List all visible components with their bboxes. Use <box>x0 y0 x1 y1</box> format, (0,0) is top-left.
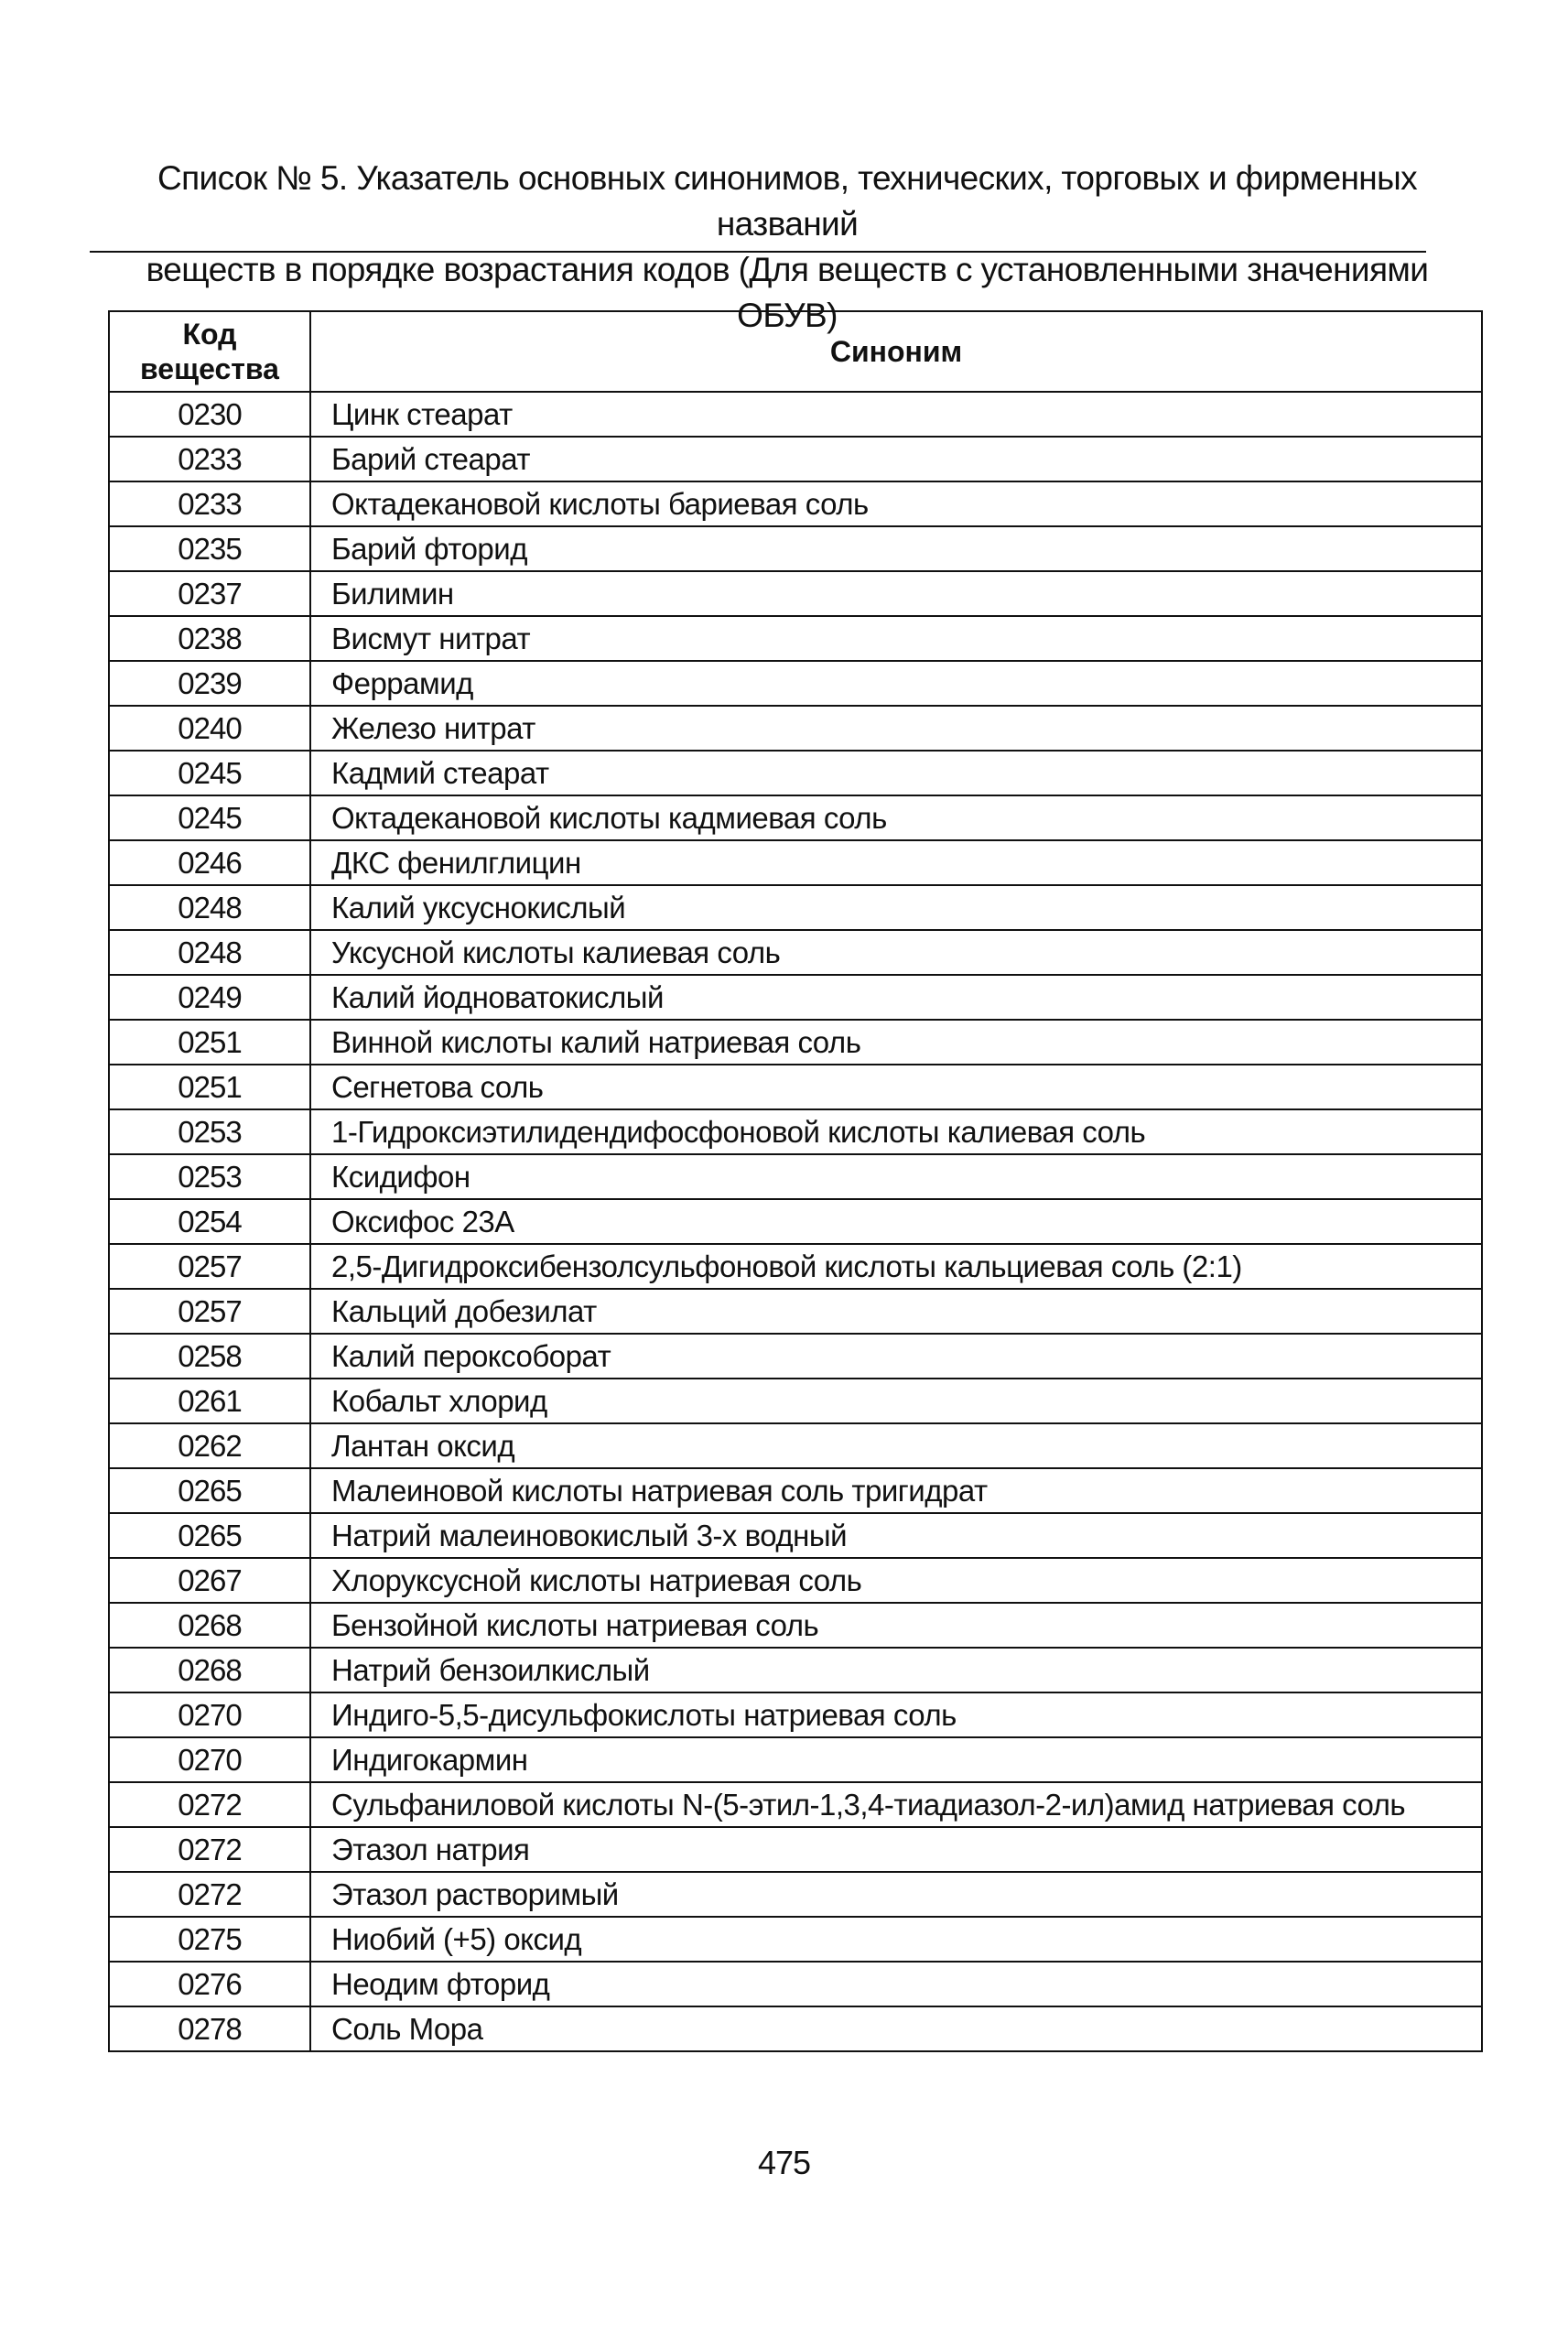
substance-code: 0270 <box>109 1692 310 1737</box>
table-row <box>109 840 1482 885</box>
heading-line-2: веществ в порядке возрастания кодов (Для веществ с установленными значениями ОБУВ) <box>146 251 1429 334</box>
synonym-name: Висмут нитрат <box>310 616 1482 661</box>
synonym-name: Кальций добезилат <box>310 1289 1482 1334</box>
substance-code: 0272 <box>109 1827 310 1872</box>
table-row <box>109 1827 1482 1872</box>
synonym-name: Натрий бензоилкислый <box>310 1648 1482 1692</box>
substance-code: 0246 <box>109 840 310 885</box>
synonym-name: Индиго-5,5-дисульфокислоты натриевая соль <box>310 1692 1482 1737</box>
synonym-name: Железо нитрат <box>310 706 1482 751</box>
synonym-name: Барий стеарат <box>310 437 1482 481</box>
table-row <box>109 1737 1482 1782</box>
table-row <box>109 1379 1482 1423</box>
table-row <box>109 1692 1482 1737</box>
synonym-name: Калий йодноватокислый <box>310 975 1482 1020</box>
table-row <box>109 571 1482 616</box>
table-body <box>109 392 1482 2051</box>
synonym-name: Винной кислоты калий натриевая соль <box>310 1020 1482 1065</box>
synonym-name: Цинк стеарат <box>310 392 1482 437</box>
substance-code: 0267 <box>109 1558 310 1603</box>
substance-code: 0239 <box>109 661 310 706</box>
substance-code: 0245 <box>109 751 310 795</box>
substance-code: 0268 <box>109 1603 310 1648</box>
table-row <box>109 1199 1482 1244</box>
header-code <box>109 311 310 392</box>
synonym-name: Феррамид <box>310 661 1482 706</box>
table-row <box>109 1154 1482 1199</box>
synonym-name: Октадекановой кислоты кадмиевая соль <box>310 795 1482 840</box>
synonym-name: Ниобий (+5) оксид <box>310 1917 1482 1962</box>
substance-code: 0253 <box>109 1154 310 1199</box>
table-row <box>109 930 1482 975</box>
substance-code: 0238 <box>109 616 310 661</box>
synonym-name: Октадекановой кислоты бариевая соль <box>310 481 1482 526</box>
heading-line-1: Список № 5. Указатель основных синонимов, технических, торговых и фирменных названий <box>157 159 1418 243</box>
header-code-line-1: Код <box>182 318 237 351</box>
substance-code: 0272 <box>109 1872 310 1917</box>
substance-code: 0240 <box>109 706 310 751</box>
table-row <box>109 1962 1482 2006</box>
synonym-name: Натрий малеиновокислый 3-х водный <box>310 1513 1482 1558</box>
synonym-name: Неодим фторид <box>310 1962 1482 2006</box>
synonym-name: Билимин <box>310 571 1482 616</box>
table-row <box>109 437 1482 481</box>
synonym-name: Барий фторид <box>310 526 1482 571</box>
table-row <box>109 1468 1482 1513</box>
synonym-name: Бензойной кислоты натриевая соль <box>310 1603 1482 1648</box>
synonym-name: Этазол растворимый <box>310 1872 1482 1917</box>
substance-code: 0268 <box>109 1648 310 1692</box>
table-row <box>109 481 1482 526</box>
substance-code: 0257 <box>109 1289 310 1334</box>
substance-code: 0249 <box>109 975 310 1020</box>
synonym-name: Уксусной кислоты калиевая соль <box>310 930 1482 975</box>
synonym-name: Малеиновой кислоты натриевая соль тригидрат <box>310 1468 1482 1513</box>
substance-code: 0261 <box>109 1379 310 1423</box>
substance-code: 0275 <box>109 1917 310 1962</box>
substance-code: 0276 <box>109 1962 310 2006</box>
table-row <box>109 1334 1482 1379</box>
table-row <box>109 795 1482 840</box>
substance-code: 0251 <box>109 1020 310 1065</box>
synonym-name: Кадмий стеарат <box>310 751 1482 795</box>
synonym-name: Оксифос 23А <box>310 1199 1482 1244</box>
synonym-name: Сульфаниловой кислоты N-(5-этил-1,3,4-тиадиазол-2-ил)амид натриевая соль <box>310 1782 1482 1827</box>
synonym-table <box>108 310 1483 2052</box>
substance-code: 0230 <box>109 392 310 437</box>
synonym-name: Этазол натрия <box>310 1827 1482 1872</box>
synonym-name: Кобальт хлорид <box>310 1379 1482 1423</box>
table-row <box>109 751 1482 795</box>
table-row <box>109 392 1482 437</box>
substance-code: 0278 <box>109 2006 310 2051</box>
synonym-name: Индигокармин <box>310 1737 1482 1782</box>
table-row <box>109 1289 1482 1334</box>
substance-code: 0258 <box>109 1334 310 1379</box>
table-row <box>109 616 1482 661</box>
table-row <box>109 1244 1482 1289</box>
synonym-name: Калий уксуснокислый <box>310 885 1482 930</box>
synonym-name: Хлоруксусной кислоты натриевая соль <box>310 1558 1482 1603</box>
synonym-name: Лантан оксид <box>310 1423 1482 1468</box>
substance-code: 0251 <box>109 1065 310 1109</box>
synonym-name: Калий пероксоборат <box>310 1334 1482 1379</box>
substance-code: 0233 <box>109 481 310 526</box>
table-row <box>109 1513 1482 1558</box>
substance-code: 0248 <box>109 930 310 975</box>
substance-code: 0270 <box>109 1737 310 1782</box>
substance-code: 0253 <box>109 1109 310 1154</box>
substance-code: 0254 <box>109 1199 310 1244</box>
substance-code: 0237 <box>109 571 310 616</box>
synonym-name: 2,5-Дигидроксибензолсульфоновой кислоты кальциевая соль (2:1) <box>310 1244 1482 1289</box>
substance-code: 0257 <box>109 1244 310 1289</box>
table-row <box>109 1558 1482 1603</box>
substance-code: 0272 <box>109 1782 310 1827</box>
synonym-name: ДКС фенилглицин <box>310 840 1482 885</box>
heading-underline <box>90 251 1426 253</box>
table-row <box>109 1109 1482 1154</box>
substance-code: 0245 <box>109 795 310 840</box>
table-row <box>109 2006 1482 2051</box>
table-row <box>109 1782 1482 1827</box>
substance-code: 0248 <box>109 885 310 930</box>
header-synonym: Синоним <box>310 311 1482 392</box>
synonym-name: Соль Мора <box>310 2006 1482 2051</box>
table-row <box>109 1423 1482 1468</box>
substance-code: 0265 <box>109 1468 310 1513</box>
header-code-line-2: вещества <box>140 352 279 385</box>
table-row <box>109 1065 1482 1109</box>
table-row <box>109 975 1482 1020</box>
synonym-name: 1-Гидроксиэтилидендифосфоновой кислоты калиевая соль <box>310 1109 1482 1154</box>
table-row <box>109 1872 1482 1917</box>
table-row <box>109 661 1482 706</box>
page-number: 475 <box>757 2144 811 2181</box>
table-row <box>109 1648 1482 1692</box>
synonym-name: Ксидифон <box>310 1154 1482 1199</box>
table-row <box>109 1020 1482 1065</box>
synonym-name: Сегнетова соль <box>310 1065 1482 1109</box>
table-row <box>109 706 1482 751</box>
substance-code: 0233 <box>109 437 310 481</box>
table-row <box>109 1917 1482 1962</box>
substance-code: 0262 <box>109 1423 310 1468</box>
substance-code: 0265 <box>109 1513 310 1558</box>
table-row <box>109 1603 1482 1648</box>
table-row <box>109 526 1482 571</box>
substance-code: 0235 <box>109 526 310 571</box>
table-header-row <box>109 311 1482 392</box>
table-row <box>109 885 1482 930</box>
